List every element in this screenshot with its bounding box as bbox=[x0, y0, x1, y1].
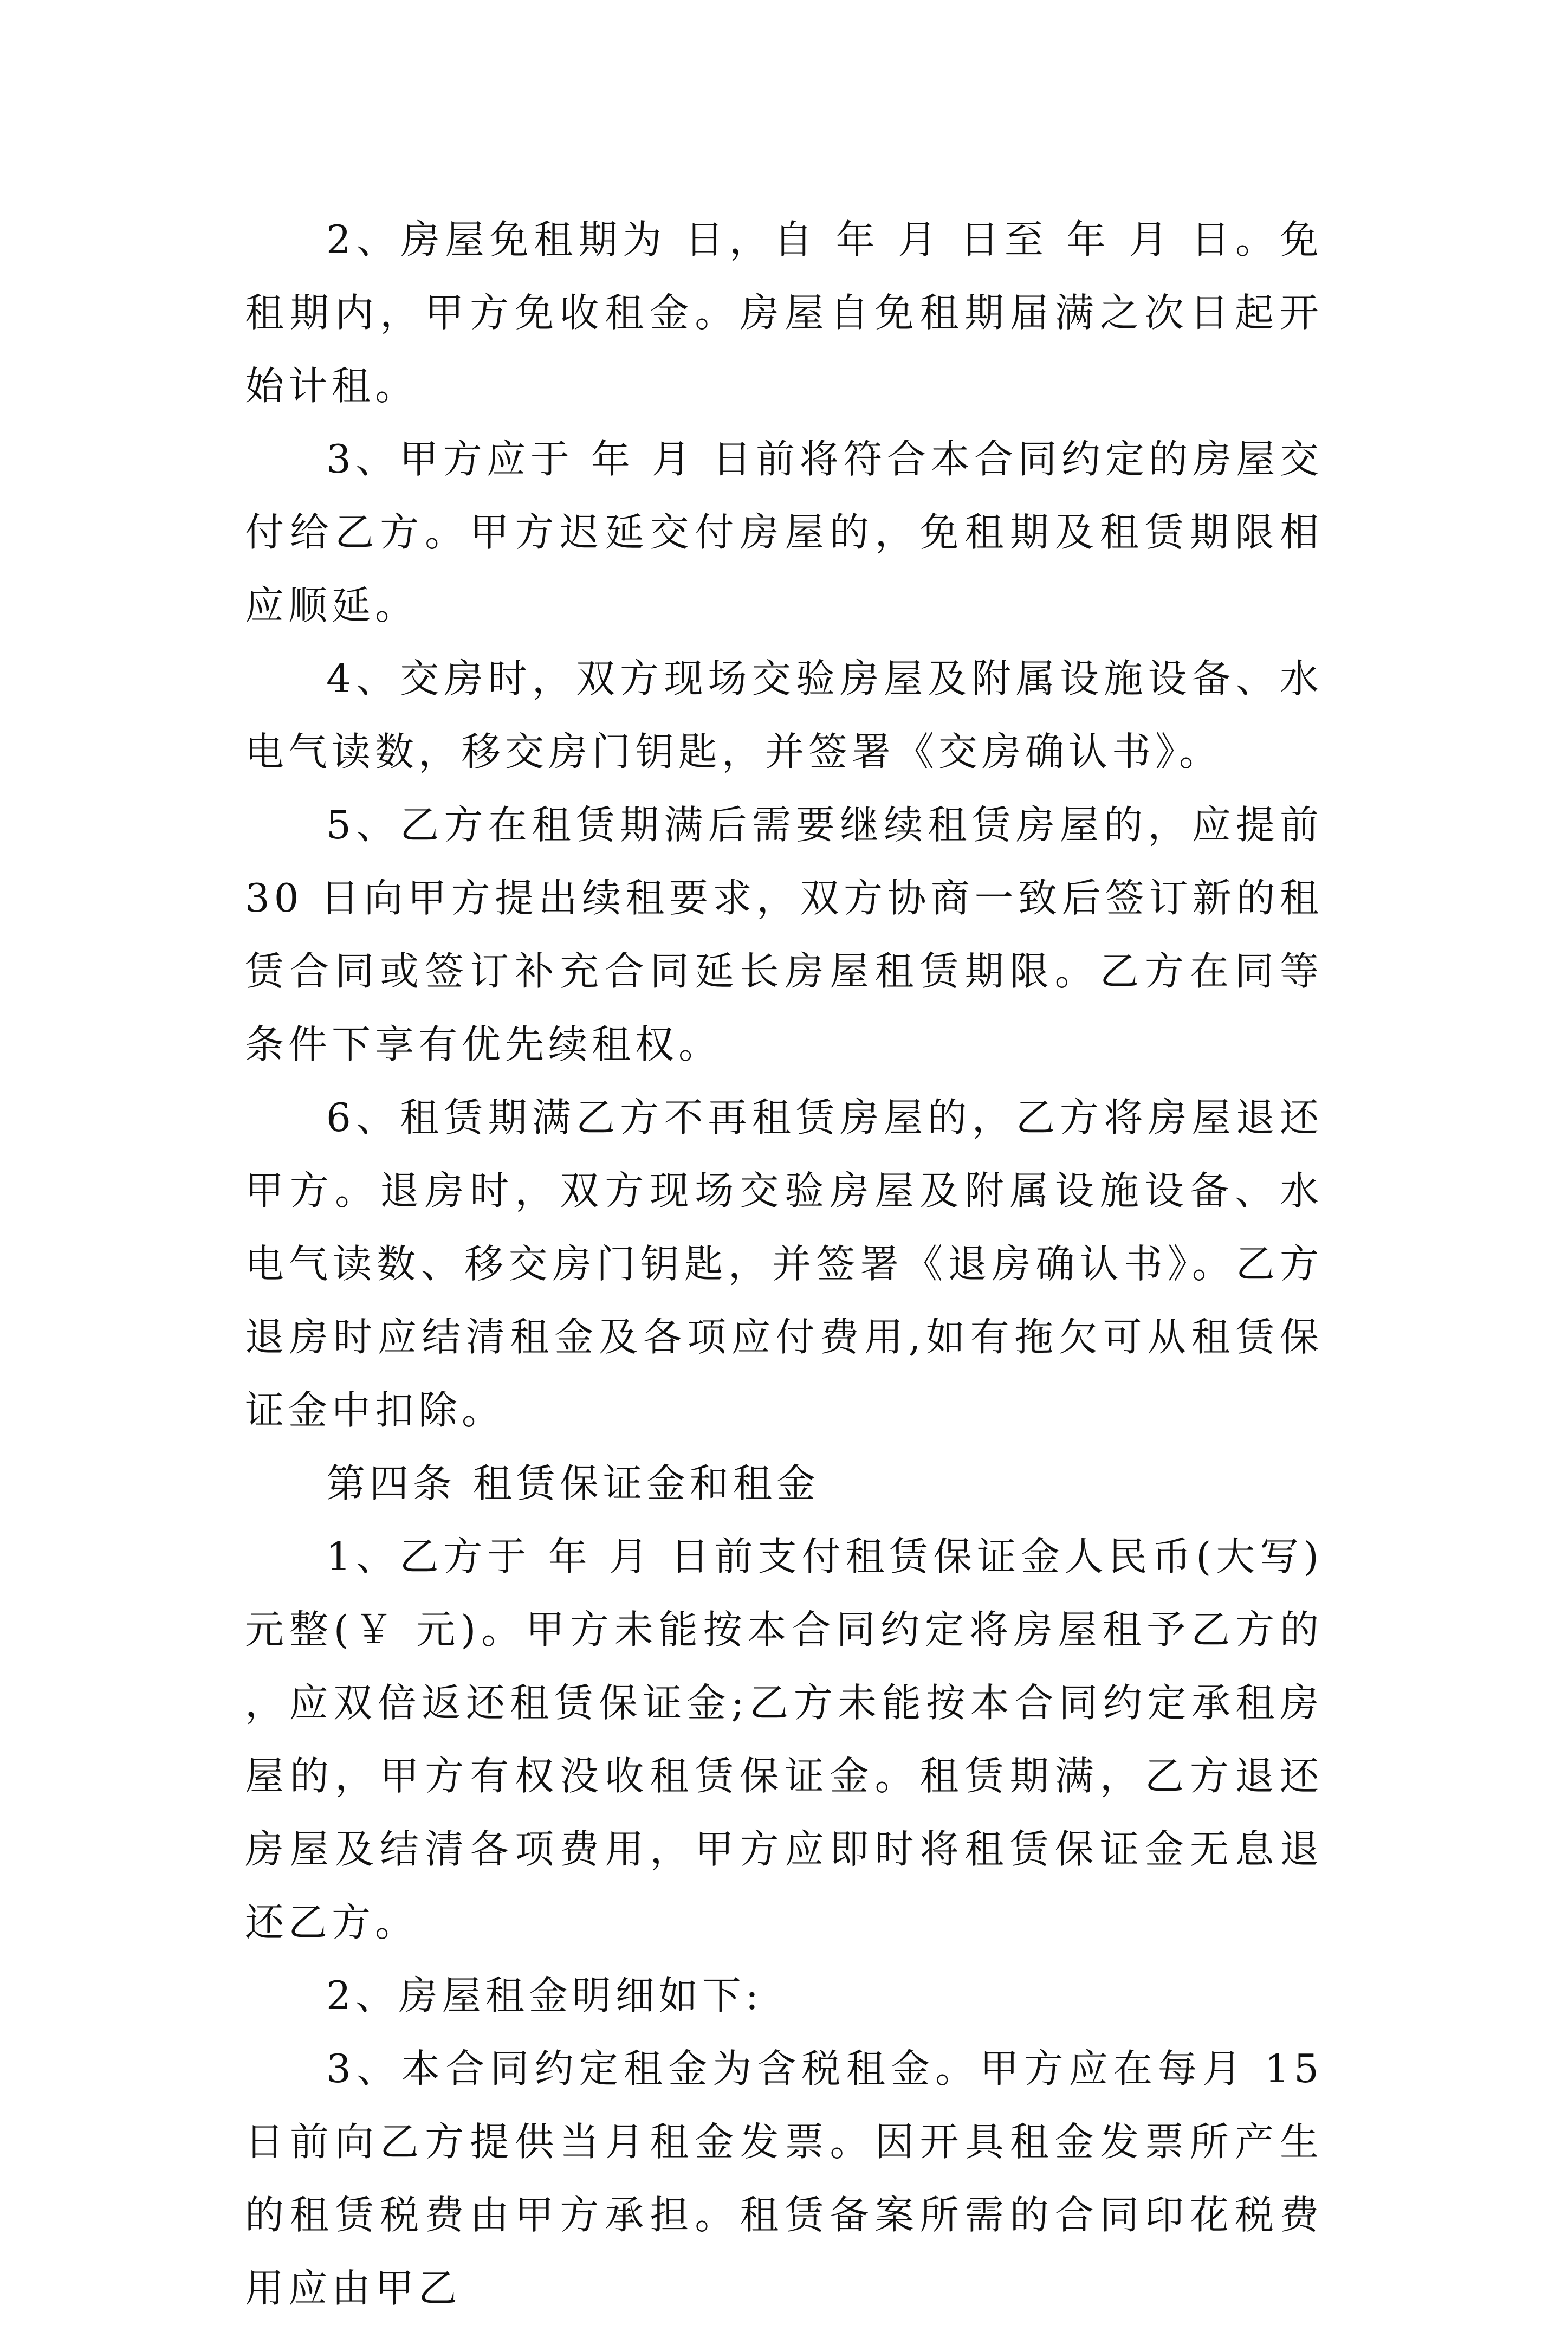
paragraph-lease-renewal: 5、乙方在租赁期满后需要继续租赁房屋的，应提前 30 日向甲方提出续租要求，双方协商一致后签订新的租赁合同或签订补充合同延长房屋租赁期限。乙方在同等条件下享有优先续租权。 bbox=[245, 802, 1323, 1067]
section-heading-article-four: 第四条 租赁保证金和租金 bbox=[326, 1461, 820, 1506]
paragraph-rent-free-period: 2、房屋免租期为 日，自 年 月 日至 年 月 日。免租期内，甲方免收租金。房屋自免租期届满之次日起开始计租。 bbox=[245, 217, 1323, 409]
paragraph-security-deposit: 1、乙方于 年 月 日前支付租赁保证金人民币(大写) 元整(￥ 元)。甲方未能按本合同约定将房屋租予乙方的 ，应双倍返还租赁保证金;乙方未能按本合同约定承租房屋的，甲方有权没收租赁保证金。租赁期满，乙方退还房屋及结清各项费用，甲方应即时将租赁保证金无息退还乙方。 bbox=[245, 1534, 1323, 1945]
paragraph-tax-inclusive-rent: 3、本合同约定租金为含税租金。甲方应在每月 15 日前向乙方提供当月租金发票。因开具租金发票所产生的租赁税费由甲方承担。租赁备案所需的合同印花税费用应由甲乙 bbox=[245, 2046, 1323, 2311]
paragraph-lease-return: 6、租赁期满乙方不再租赁房屋的，乙方将房屋退还甲方。退房时，双方现场交验房屋及附属设施设备、水电气读数、移交房门钥匙，并签署《退房确认书》。乙方退房时应结清租金及各项应付费用,如有拖欠可从租赁保证金中扣除。 bbox=[245, 1095, 1323, 1433]
paragraph-handover-inspection: 4、交房时，双方现场交验房屋及附属设施设备、水电气读数，移交房门钥匙，并签署《交房确认书》。 bbox=[245, 656, 1323, 774]
paragraph-rent-details: 2、房屋租金明细如下: bbox=[326, 1973, 763, 2018]
document-body bbox=[245, 203, 1323, 2325]
paragraph-delivery-date: 3、甲方应于 年 月 日前将符合本合同约定的房屋交付给乙方。甲方迟延交付房屋的，免租期及租赁期限相应顺延。 bbox=[245, 436, 1323, 628]
